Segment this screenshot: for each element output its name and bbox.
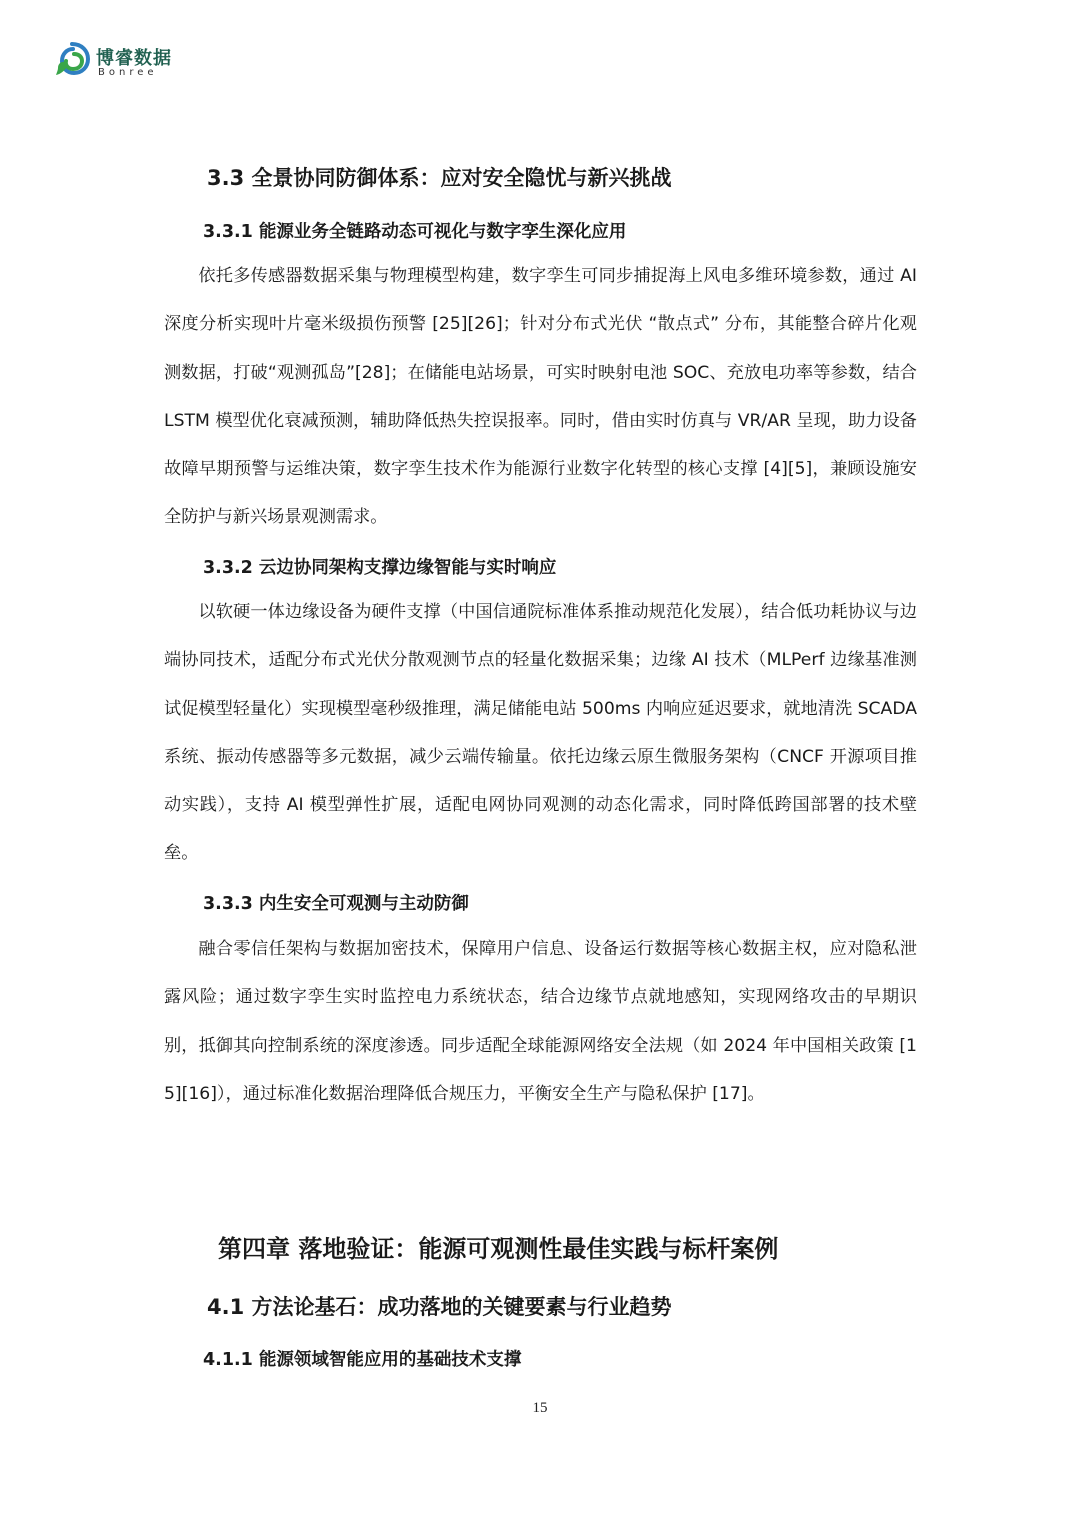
paragraph-3-3-1: 依托多传感器数据采集与物理模型构建，数字孪生可同步捕捉海上风电多维环境参数，通过 AI 深度分析实现叶片毫米级损伤预警 [25][26]；针对分布式光伏 “散点式” 分布，其能整合碎片化观测数据，打破“观测孤岛”[28]；在储能电站场景，可实时映射电池 SOC、充放电功率等参数，结合 LSTM 模型优化衰减预测，辅助降低热失控误报率。同时，借由实时仿真与 VR/AR 呈现，助力设备故障早期预警与运维决策，数字孪生技术作为能源行业数字化转型的核心支撑 [4][5]，兼顾设施安全防护与新兴场景观测需求。 xyxy=(164,266,917,528)
paragraph-3-3-3: 融合零信任架构与数据加密技术，保障用户信息、设备运行数据等核心数据主权，应对隐私泄露风险；通过数字孪生实时监控电力系统状态，结合边缘节点就地感知，实现网络攻击的早期识别，抵御其向控制系统的深度渗透。同步适配全球能源网络安全法规（如 2024 年中国相关政策 [15][16]），通过标准化数据治理降低合规压力，平衡安全生产与隐私保护 [17]。 xyxy=(164,939,917,1104)
subsection-heading-3-3-3: 3.3.3 内生安全可观测与主动防御 xyxy=(203,894,469,914)
company-logo xyxy=(52,40,182,82)
brand-subtitle: Bonree xyxy=(98,67,158,78)
section-heading-4-1: 4.1 方法论基石：成功落地的关键要素与行业趋势 xyxy=(207,1295,672,1319)
brand-name: 博睿数据 xyxy=(96,48,172,69)
subsection-heading-4-1-1: 4.1.1 能源领域智能应用的基础技术支撑 xyxy=(203,1350,522,1370)
subsection-heading-3-3-1: 3.3.1 能源业务全链路动态可视化与数字孪生深化应用 xyxy=(203,222,627,242)
section-heading-3-3: 3.3 全景协同防御体系：应对安全隐忧与新兴挑战 xyxy=(207,166,672,190)
bonree-logo-icon xyxy=(52,40,92,80)
paragraph-3-3-2: 以软硬一体边缘设备为硬件支撑（中国信通院标准体系推动规范化发展），结合低功耗协议与边端协同技术，适配分布式光伏分散观测节点的轻量化数据采集；边缘 AI 技术（MLPerf 边缘基准测试促模型轻量化）实现模型毫秒级推理，满足储能电站 500ms 内响应延迟要求，就地清洗 SCADA 系统、振动传感器等多元数据，减少云端传输量。依托边缘云原生微服务架构（CNCF 开源项目推动实践），支持 AI 模型弹性扩展，适配电网协同观测的动态化需求，同时降低跨国部署的技术壁垒。 xyxy=(164,602,918,864)
chapter-heading-4: 第四章 落地验证：能源可观测性最佳实践与标杆案例 xyxy=(218,1235,779,1263)
page-number: 15 xyxy=(532,1400,548,1416)
subsection-heading-3-3-2: 3.3.2 云边协同架构支撑边缘智能与实时响应 xyxy=(203,558,557,578)
